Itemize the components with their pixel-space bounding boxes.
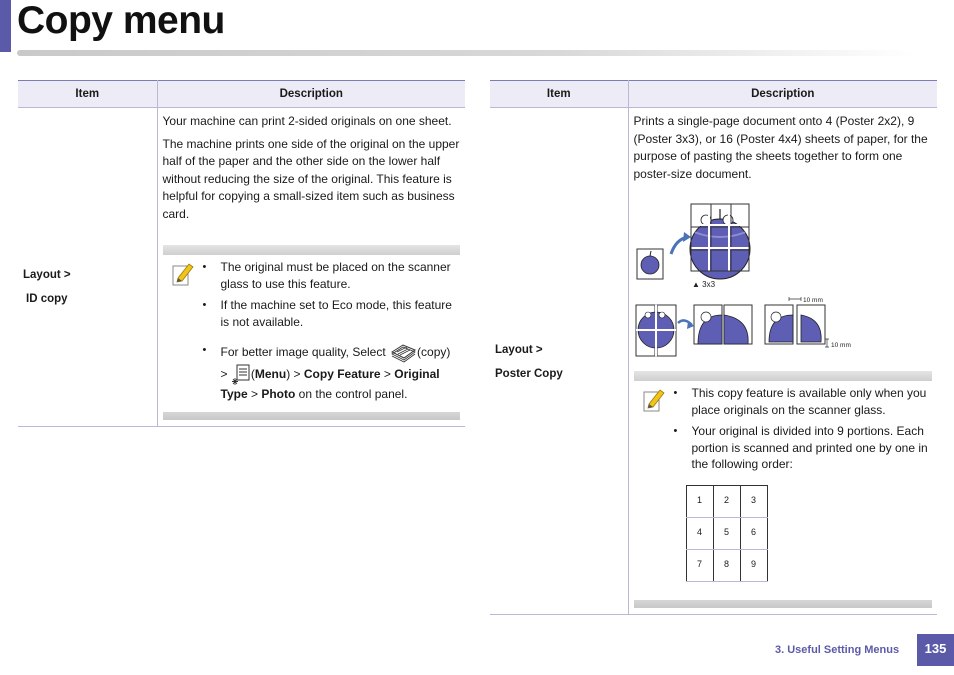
note-text: For better image quality, Select	[220, 345, 386, 360]
right-spec-table	[490, 80, 937, 615]
note-box	[634, 371, 933, 608]
left-spec-table	[18, 80, 465, 427]
right-desc-cell	[628, 108, 937, 615]
copy-icon	[389, 342, 417, 364]
left-col-desc-header: Description	[157, 81, 465, 108]
note-item: • This copy feature is available only when you place originals on the scanner glass.	[690, 385, 929, 418]
note-body	[163, 255, 461, 412]
printed-sheet-figure	[694, 305, 752, 344]
note-item: • If the machine set to Eco mode, this feature is not available.	[219, 297, 457, 330]
page-title: Copy menu	[17, 0, 225, 42]
grid-cell: 8	[713, 549, 740, 581]
note-bold: Photo	[261, 387, 296, 401]
item-label: Poster Copy	[495, 368, 563, 380]
dim-label-right: 10 mm	[830, 342, 851, 349]
item-label: ID copy	[26, 293, 68, 305]
grid-cell: 6	[740, 517, 767, 549]
right-item-cell	[490, 108, 628, 615]
margin-sheet-figure	[765, 297, 829, 347]
note-item: • The original must be placed on the scanner glass to use this feature.	[219, 259, 457, 292]
note-top-bar	[634, 371, 933, 381]
poster-copy-illustration	[634, 197, 864, 357]
note-bold: Copy Feature	[303, 367, 381, 382]
note-bold: Menu	[254, 367, 287, 382]
note-bottom-bar	[163, 412, 461, 420]
note-text: >	[220, 367, 228, 382]
note-item: • Your original is divided into 9 portions. Each portion is scanned and printed one by one in the following order:	[690, 423, 929, 473]
right-col-item-header: Item	[490, 81, 628, 108]
grid-cell: 3	[740, 485, 767, 517]
note-text: ) >	[286, 367, 301, 382]
note-text: >	[250, 387, 258, 401]
desc-paragraph: The machine prints one side of the original on the upper half of the paper and the other side on the lower half without reducing the size of the original. This feature is helpful for copying a small-sized item such as business card.	[162, 136, 460, 221]
grid-cell: 9	[740, 549, 767, 581]
note-box	[163, 245, 461, 420]
right-table-header	[490, 81, 937, 108]
grid-cell: 4	[686, 517, 713, 549]
left-col-item-header: Item	[18, 81, 157, 108]
note-item	[219, 342, 457, 403]
item-label: Layout >	[495, 344, 543, 356]
left-desc-cell	[157, 108, 465, 427]
note-bottom-bar	[634, 600, 933, 608]
page-number: 135	[917, 634, 954, 666]
left-table-header	[18, 81, 465, 108]
left-item-cell	[18, 108, 157, 427]
grid-cell: 2	[713, 485, 740, 517]
note-text: (copy)	[417, 345, 451, 360]
note-bold: Original Type	[220, 367, 440, 401]
note-pencil-icon	[171, 261, 195, 287]
poster-3x3-figure	[690, 204, 750, 279]
poster-order-grid	[686, 485, 768, 582]
right-col-desc-header: Description	[628, 81, 937, 108]
note-top-bar	[163, 245, 461, 255]
table-row	[490, 108, 937, 615]
grid-cell: 7	[686, 549, 713, 581]
note-text: >	[383, 367, 391, 382]
title-rule	[17, 50, 917, 56]
grid-cell: 1	[686, 485, 713, 517]
note-pencil-icon	[642, 387, 666, 413]
note-text: (	[250, 367, 255, 382]
figure-caption: ▲ 3x3	[691, 280, 715, 289]
poster-pieces-figure	[636, 305, 676, 356]
grid-cell: 5	[713, 517, 740, 549]
item-label: Layout >	[23, 269, 71, 281]
footer-section-link[interactable]: 3. Useful Setting Menus	[775, 644, 900, 656]
note-body	[634, 381, 933, 600]
original-document-figure	[637, 249, 663, 279]
desc-paragraph: Your machine can print 2-sided originals on one sheet.	[162, 114, 452, 128]
menu-icon	[231, 364, 251, 386]
note-text: on the control panel.	[298, 387, 408, 401]
desc-paragraph: Prints a single-page document onto 4 (Poster 2x2), 9 (Poster 3x3), or 16 (Poster 4x4) sheets of paper, for the purpose of pasting the sheets together to form one poster-size document.	[633, 114, 928, 181]
dim-label-top: 10 mm	[802, 297, 823, 304]
title-accent-bar	[0, 0, 11, 52]
table-row	[18, 108, 465, 427]
